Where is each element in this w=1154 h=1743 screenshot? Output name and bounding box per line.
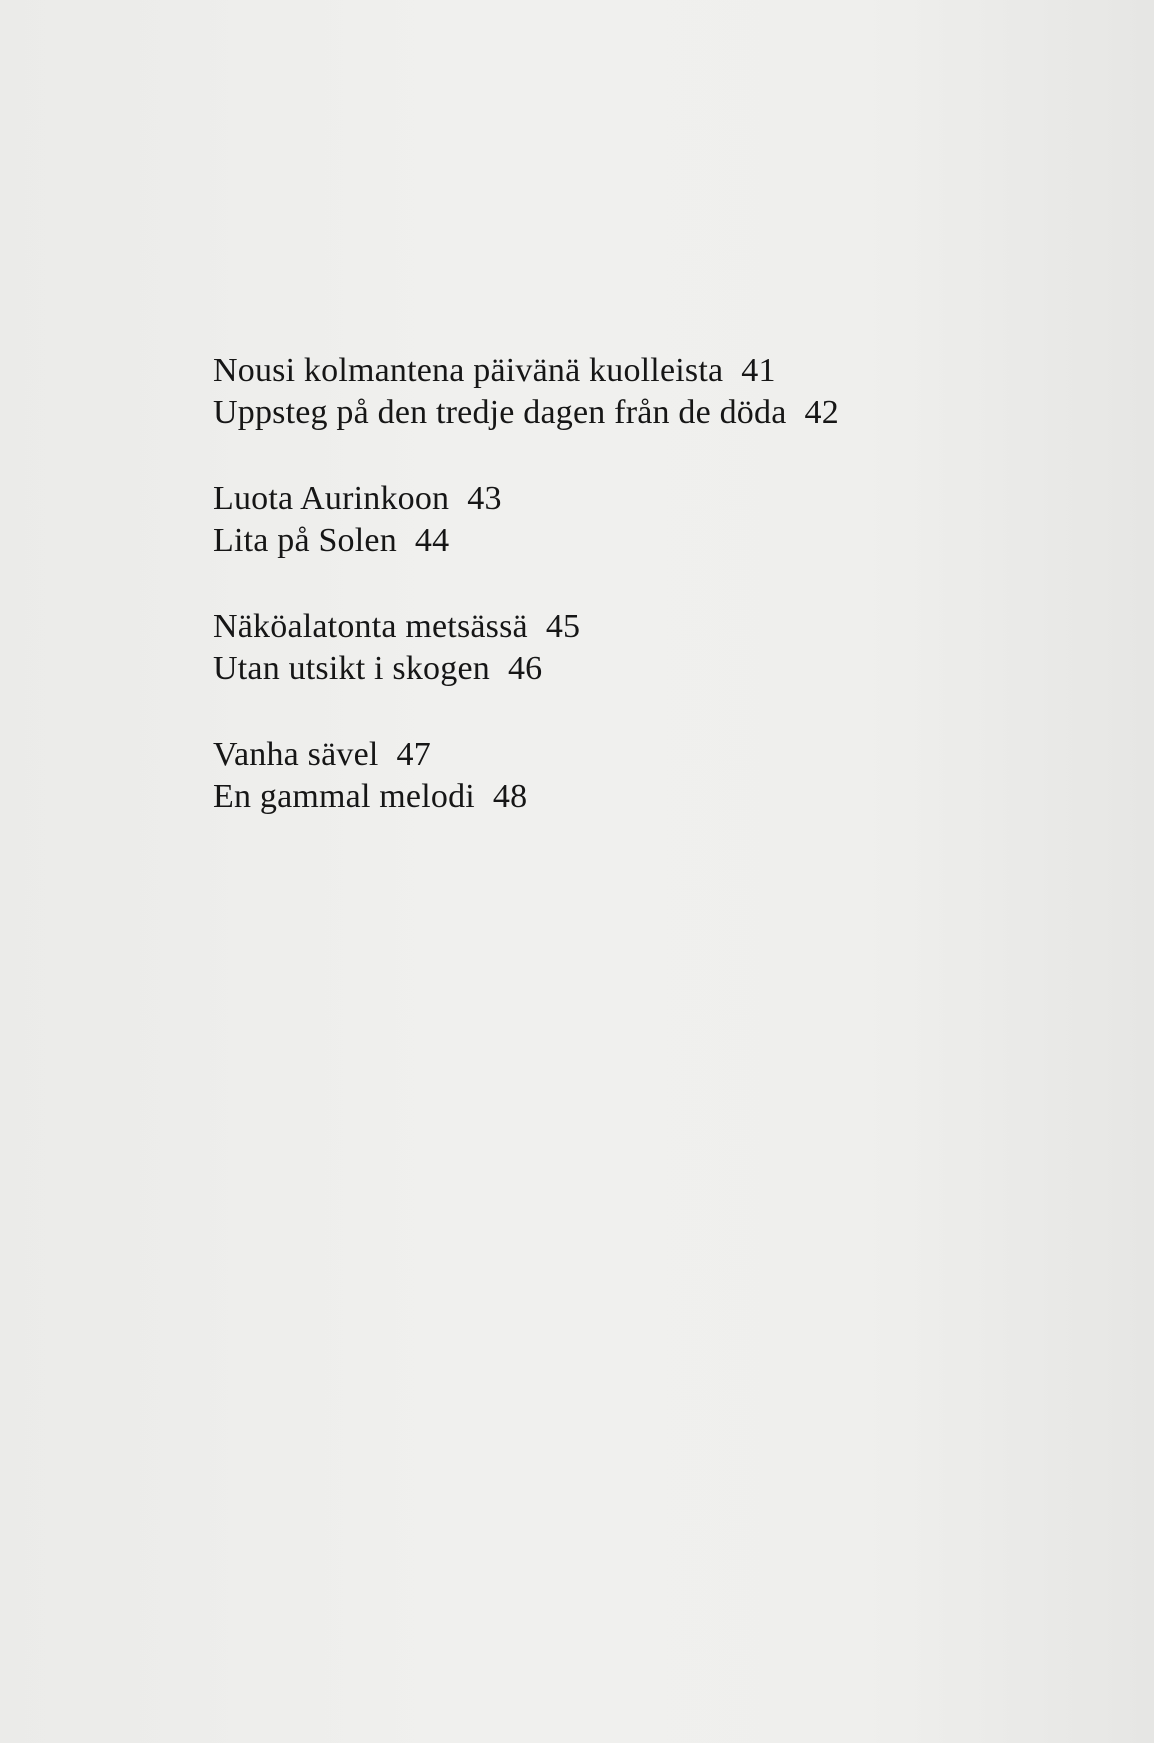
toc-entry	[213, 734, 1013, 776]
table-of-contents	[213, 350, 1013, 862]
toc-entry	[213, 776, 1013, 818]
toc-entry-page: 42	[804, 394, 839, 431]
toc-entry-title: En gammal melodi	[213, 778, 475, 815]
toc-entry-page: 47	[396, 736, 431, 773]
toc-entry	[213, 520, 1013, 562]
toc-group	[213, 734, 1013, 818]
toc-entry-title: Vanha sävel	[213, 736, 379, 773]
toc-entry-title: Uppsteg på den tredje dagen från de döda	[213, 394, 787, 431]
toc-entry-page: 46	[507, 650, 543, 687]
toc-entry-title: Lita på Solen	[213, 522, 397, 559]
toc-entry	[213, 392, 1013, 434]
toc-entry-page: 44	[414, 522, 450, 559]
toc-group	[213, 606, 1013, 690]
toc-group	[213, 350, 1013, 434]
toc-group	[213, 478, 1013, 562]
toc-entry-title: Luota Aurinkoon	[213, 480, 450, 517]
toc-entry-title: Näköalatonta metsässä	[213, 608, 528, 645]
toc-entry-title: Utan utsikt i skogen	[213, 650, 490, 687]
toc-entry-page: 41	[741, 352, 776, 389]
toc-entry	[213, 350, 1013, 392]
toc-entry-page: 48	[492, 778, 528, 815]
toc-entry-title: Nousi kolmantena päivänä kuolleista	[213, 352, 724, 389]
toc-entry	[213, 648, 1013, 690]
toc-entry	[213, 606, 1013, 648]
toc-entry	[213, 478, 1013, 520]
toc-entry-page: 43	[467, 480, 502, 517]
toc-entry-page: 45	[545, 608, 581, 645]
